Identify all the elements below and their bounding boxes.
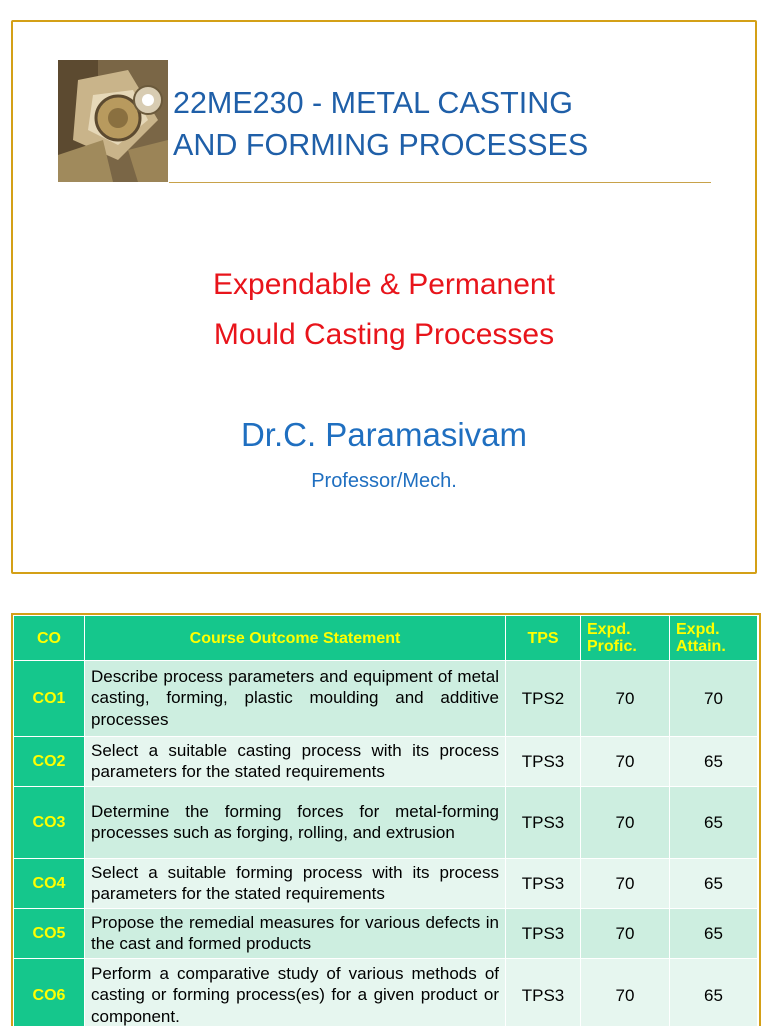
co-attainment: 65 (670, 787, 758, 859)
co-statement: Perform a comparative study of various methods of casting or forming process(es) for a given product or component. (85, 959, 506, 1026)
table-row (14, 661, 758, 737)
co-proficiency: 70 (581, 909, 670, 959)
table-row (14, 959, 758, 1026)
co-code: CO6 (14, 959, 85, 1026)
title-divider (169, 182, 711, 183)
course-outcome-table (13, 615, 758, 1026)
co-proficiency: 70 (581, 787, 670, 859)
co-proficiency: 70 (581, 959, 670, 1026)
course-outcome-slide (11, 613, 761, 1026)
header-tps: TPS (506, 616, 581, 661)
header-statement: Course Outcome Statement (85, 616, 506, 661)
co-attainment: 65 (670, 859, 758, 909)
author-name: Dr.C. Paramasivam (13, 416, 755, 454)
header-attainment: Expd. Attain. (670, 616, 758, 661)
co-statement: Select a suitable casting process with its process parameters for the stated requirements (85, 737, 506, 787)
co-attainment: 65 (670, 737, 758, 787)
co-tps: TPS3 (506, 737, 581, 787)
course-title: 22ME230 - METAL CASTING AND FORMING PROCESSES (173, 82, 588, 166)
table-row (14, 737, 758, 787)
co-code: CO3 (14, 787, 85, 859)
co-proficiency: 70 (581, 661, 670, 737)
co-tps: TPS2 (506, 661, 581, 737)
lecture-subtitle: Expendable & Permanent Mould Casting Processes (13, 260, 755, 360)
header-proficiency: Expd. Profic. (581, 616, 670, 661)
co-tps: TPS3 (506, 787, 581, 859)
header-co: CO (14, 616, 85, 661)
table-row (14, 909, 758, 959)
co-code: CO1 (14, 661, 85, 737)
co-tps: TPS3 (506, 959, 581, 1026)
machining-photo (58, 60, 168, 182)
co-code: CO5 (14, 909, 85, 959)
table-row (14, 787, 758, 859)
co-tps: TPS3 (506, 909, 581, 959)
co-statement: Select a suitable forming process with its process parameters for the stated requirements (85, 859, 506, 909)
co-statement: Determine the forming forces for metal-forming processes such as forging, rolling, and extrusion (85, 787, 506, 859)
co-proficiency: 70 (581, 859, 670, 909)
co-code: CO2 (14, 737, 85, 787)
co-attainment: 65 (670, 959, 758, 1026)
author-designation: Professor/Mech. (13, 470, 755, 493)
co-statement: Describe process parameters and equipment of metal casting, forming, plastic moulding and additive processes (85, 661, 506, 737)
co-statement: Propose the remedial measures for various defects in the cast and formed products (85, 909, 506, 959)
co-proficiency: 70 (581, 737, 670, 787)
table-header-row (14, 616, 758, 661)
co-code: CO4 (14, 859, 85, 909)
co-attainment: 65 (670, 909, 758, 959)
table-row (14, 859, 758, 909)
co-tps: TPS3 (506, 859, 581, 909)
title-slide (11, 20, 757, 574)
co-attainment: 70 (670, 661, 758, 737)
